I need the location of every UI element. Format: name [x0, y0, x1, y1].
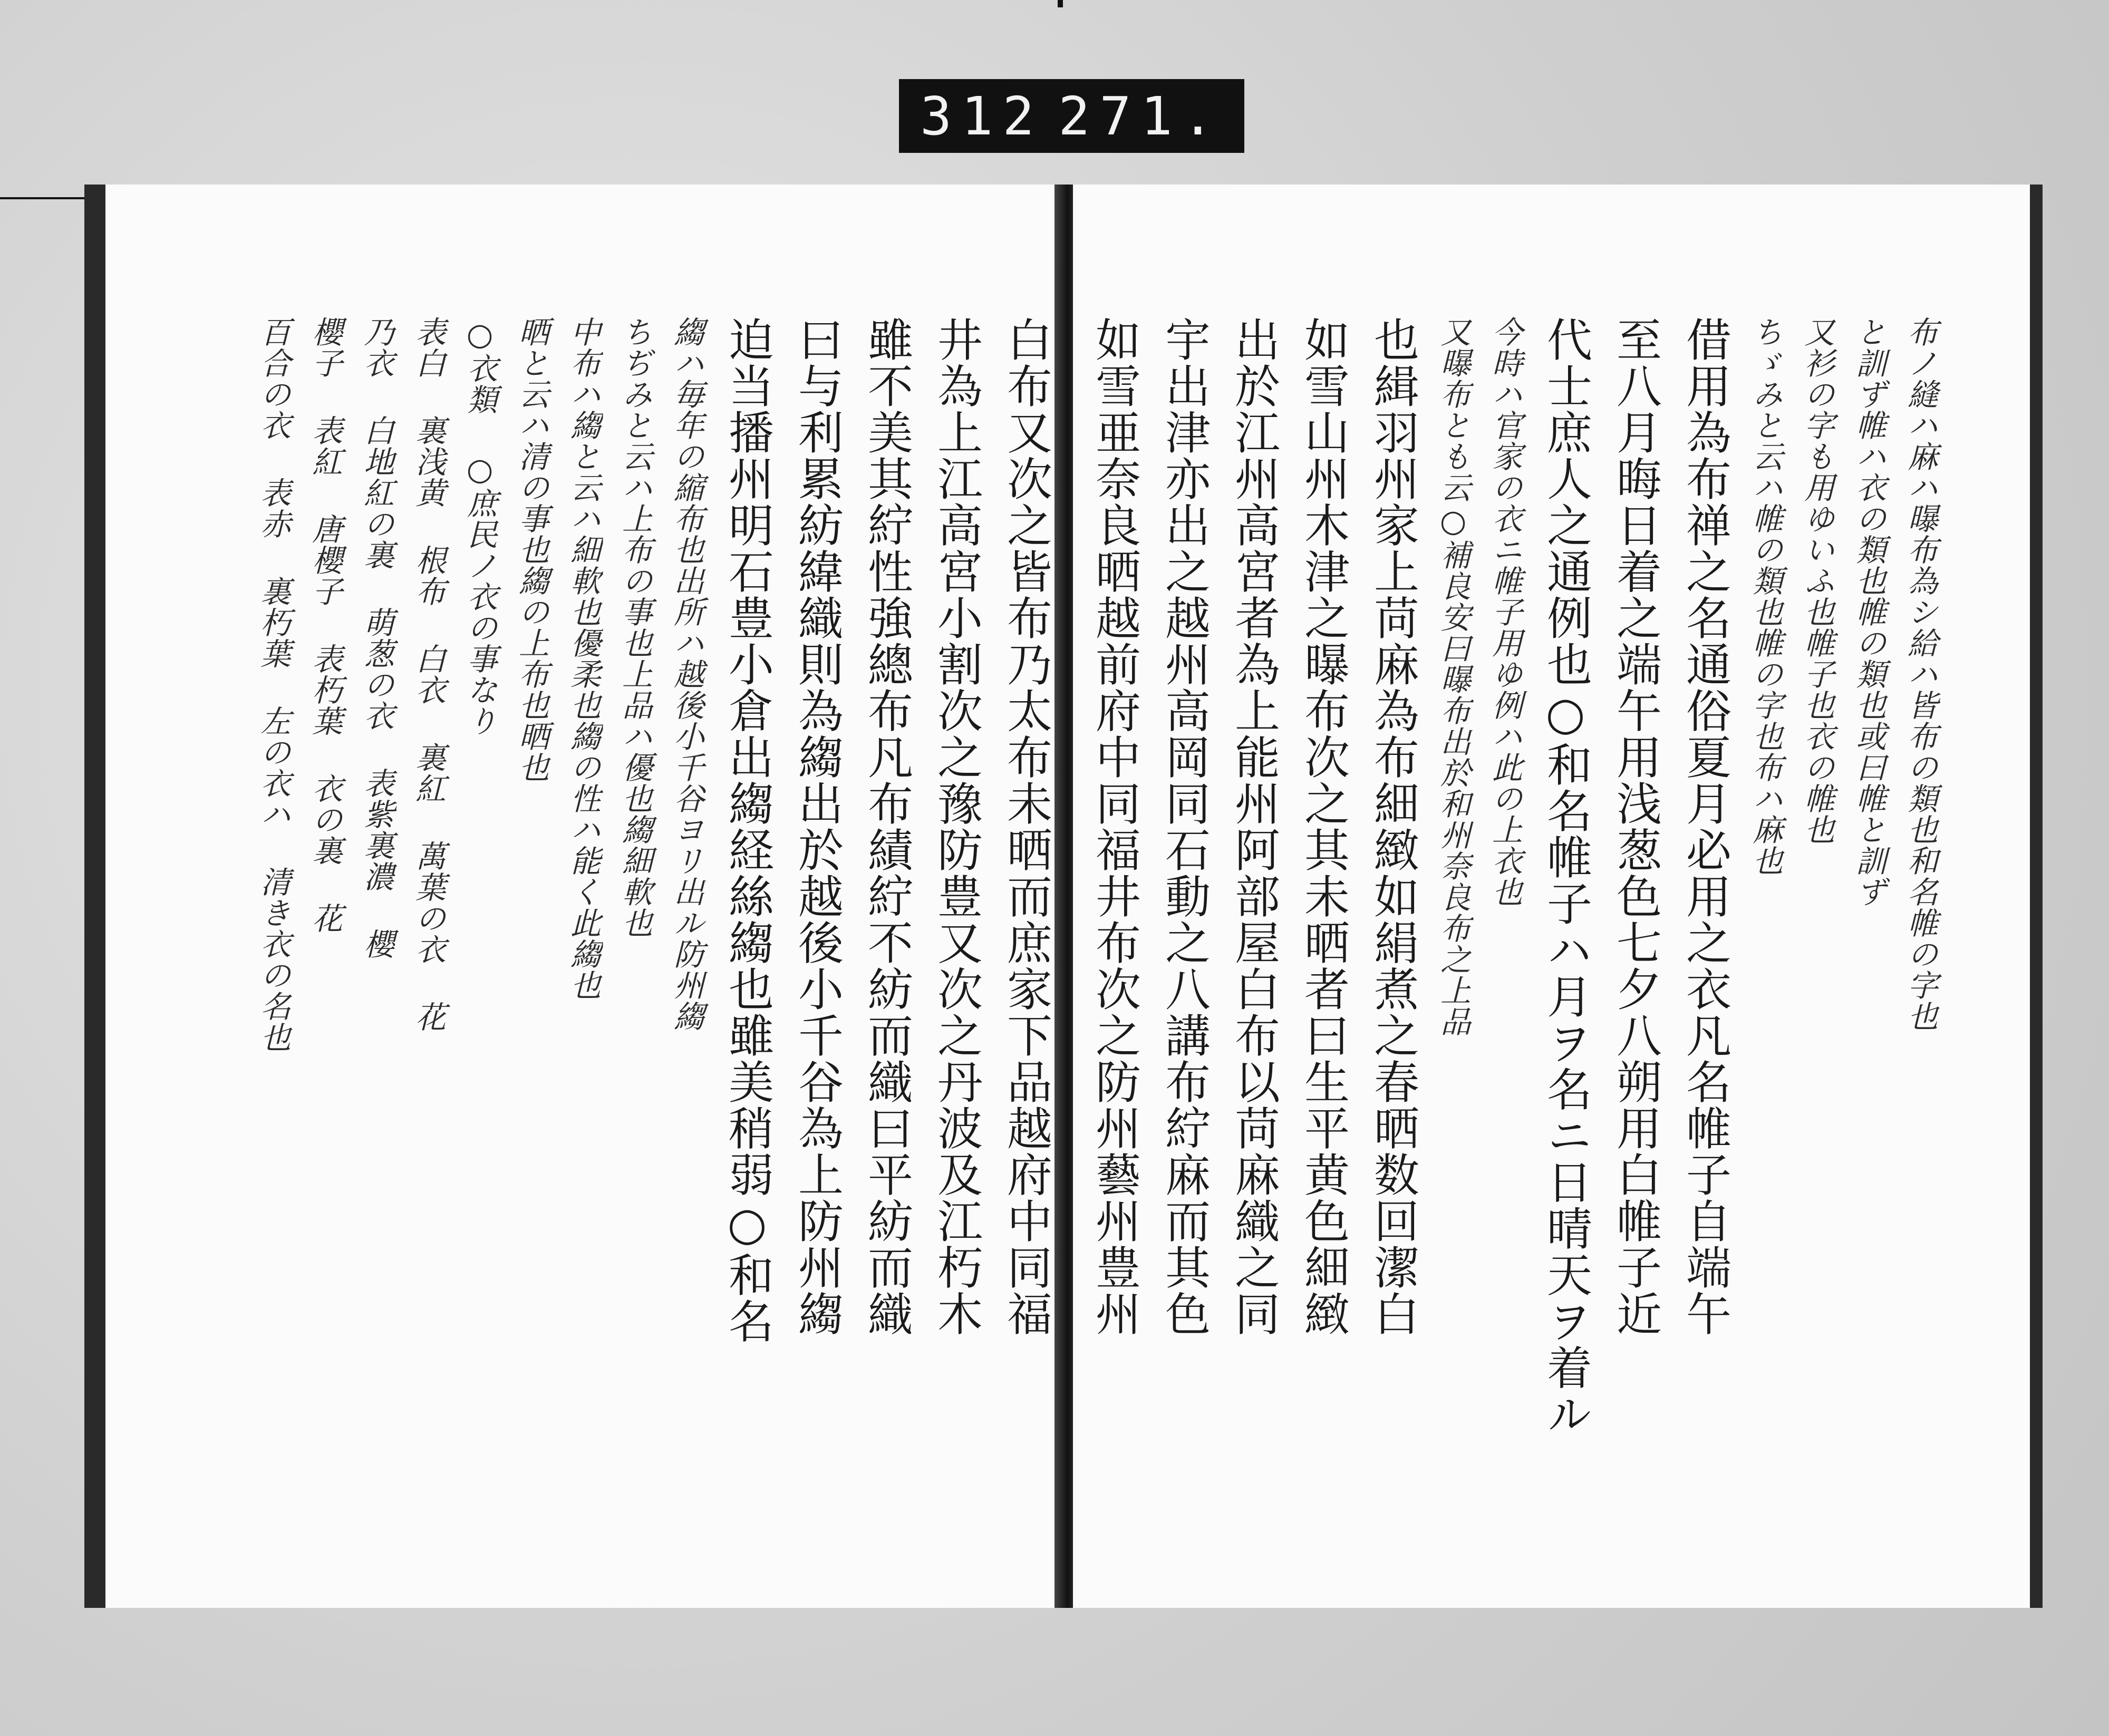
text-column: 井為上江高宮小割次之豫防豊又次之丹波及江朽木 — [930, 316, 982, 1337]
text-column: 出於江州高宮者為上能州阿部屋白布以苘麻織之同 — [1227, 316, 1280, 1337]
label-left-number: 312 — [920, 85, 1044, 147]
annotation-column: 今時ハ官家の衣ニ帷子用ゆ例ハ此の上衣也 — [1487, 316, 1523, 907]
annotation-column: 中布ハ縐と云ハ細軟也優柔也縐の性ハ能く此縐也 — [565, 316, 601, 1001]
text-column: 如雪山州木津之曝布次之其未晒者曰生平黄色細緻 — [1297, 316, 1349, 1337]
text-column: 代士庶人之通例也○和名帷子ハ月ヲ名ニ日晴天ヲ着ル — [1539, 316, 1592, 1437]
annotation-column: ちゞみと云ハ帷の類也帷の字也布ハ麻也 — [1747, 316, 1783, 876]
annotation-column: ちぢみと云ハ上布の事也上品ハ優也縐細軟也 — [617, 316, 653, 938]
annotation-column: 表白 裏浅黄 根布 白衣 裏紅 萬葉の衣 花 — [410, 316, 446, 1032]
text-column: 也緝羽州家上苘麻為布細緻如絹煮之春晒数回潔白 — [1366, 316, 1419, 1337]
text-column: 至八月晦日着之端午用浅葱色七夕八朔用白帷子近 — [1609, 316, 1661, 1337]
text-column: 迫当播州明石豊小倉出縐経絲縐也雖美稍弱○和名 — [721, 316, 773, 1344]
annotation-column: 百合の衣 表赤 裏朽葉 左の衣ハ 清き衣の名也 — [255, 316, 291, 1053]
annotation-column: 晒と云ハ清の事也縐の上布也晒也 — [514, 316, 549, 783]
annotation-column: ○衣類 ○庶民ノ衣の事なり — [462, 316, 498, 736]
left-page — [84, 185, 1083, 1608]
label-right-number: 271. — [1058, 85, 1223, 147]
annotation-column: 又曝布とも云○補良安曰曝布出於和州奈良布之上品 — [1435, 316, 1471, 1037]
annotation-column: 乃衣 白地紅の裏 萌葱の衣 表紫裏濃 櫻 — [359, 316, 394, 959]
text-column: 白布又次之皆布乃太布未晒而庶家下品越府中同福 — [999, 316, 1052, 1337]
annotation-column: と訓ず帷ハ衣の類也帷の類也或曰帷と訓ず — [1851, 316, 1887, 907]
text-column: 宇出津亦出之越州高岡同石動之八講布紵麻而其色 — [1157, 316, 1210, 1337]
right-page-text — [1054, 316, 1940, 1529]
annotation-column: 櫻子 表紅 唐櫻子 表朽葉 衣の裏 花 — [307, 316, 343, 934]
text-column: 曰与利累紡緯織則為縐出於越後小千谷為上防州縐 — [790, 316, 843, 1337]
text-column: 借用為布禅之名通俗夏月必用之衣凡名帷子自端午 — [1678, 316, 1731, 1337]
annotation-column: 又衫の字も用ゆいふ也帷子也衣の帷也 — [1799, 316, 1835, 845]
top-mark — [1058, 0, 1063, 7]
left-page-text — [185, 316, 1054, 1529]
text-column: 雖不美其紵性強總布凡布績紵不紡而織曰平紡而織 — [860, 316, 913, 1337]
text-column: 如雪亜奈良晒越前府中同福井布次之防州藝州豊州 — [1088, 316, 1140, 1337]
annotation-column: 布ノ縫ハ麻ハ曝布為シ給ハ皆布の類也和名帷の字也 — [1902, 316, 1938, 1032]
annotation-column: 縐ハ毎年の縮布也出所ハ越後小千谷ヨリ出ル防州縐 — [669, 316, 704, 1032]
archive-label — [899, 79, 1244, 153]
